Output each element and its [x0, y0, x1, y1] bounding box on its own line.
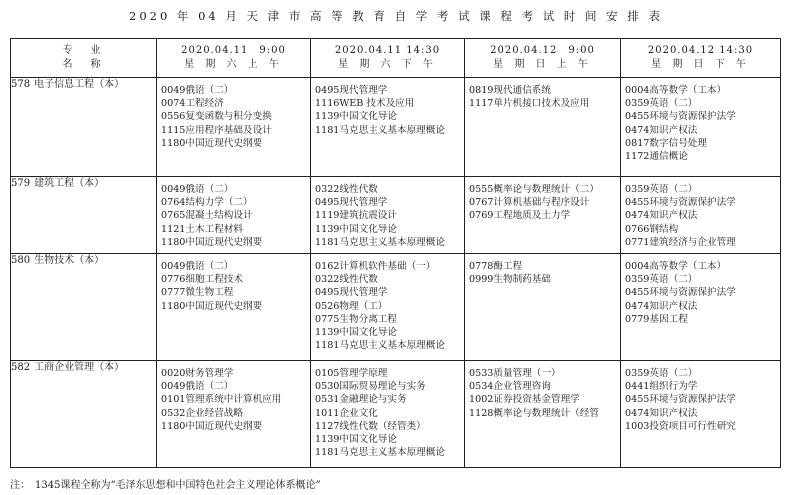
course-list	[621, 177, 780, 249]
course-item: 1139中国文化导论	[315, 111, 397, 123]
major-cell	[11, 254, 157, 361]
course-item: 1172通信概论	[625, 151, 688, 163]
course-item: 0105管理学原理	[315, 368, 388, 379]
course-item: 1180中国近现代史纲要	[161, 137, 263, 149]
course-item: 0819现代通信系统	[469, 85, 551, 96]
footnote: 注： 1345课程全称为“毛泽东思想和中国特色社会主义理论体系概论”	[10, 480, 321, 491]
course-item: 1011企业文化	[315, 407, 378, 419]
course-item: 0455环境与资源保护法学	[625, 394, 736, 406]
course-cell	[157, 177, 311, 254]
major-name: 电子信息工程（本）	[34, 79, 125, 90]
course-item: 1181马克思主义基本原理概论	[315, 124, 445, 136]
course-item: 0771建筑经济与企业管理	[625, 236, 736, 248]
page-title: 2020 年 04 月 天 津 市 高 等 教 育 自 学 考 试 课 程 考 试 时 间 安 排 表	[129, 9, 663, 23]
course-item: 0776细胞工程技术	[161, 274, 243, 286]
course-item: 1117单片机接口技术及应用	[469, 98, 590, 110]
course-item: 0764结构力学（二）	[161, 197, 253, 209]
course-item: 0359英语（二）	[625, 368, 698, 379]
header-row	[11, 39, 781, 78]
course-item: 1003投资项目可行性研究	[625, 420, 736, 432]
course-cell	[311, 78, 465, 177]
course-item: 1121土木工程材料	[161, 223, 243, 235]
course-item: 0359英语（二）	[625, 274, 698, 286]
course-list	[311, 78, 464, 137]
major-name: 工商企业管理（本）	[34, 362, 125, 373]
course-item: 0767计算机基础与程序设计	[469, 197, 590, 209]
course-item: 1139中国文化导论	[315, 327, 397, 339]
course-cell	[621, 361, 781, 468]
course-item: 0779基因工程	[625, 313, 688, 325]
course-item: 1180中国近现代史纲要	[161, 236, 263, 248]
course-list	[621, 78, 780, 163]
course-item: 0441组织行为学	[625, 381, 698, 393]
header-major-line1: 专 业	[62, 45, 105, 56]
course-item: 1127线性代数（经管类）	[315, 420, 426, 432]
slot-date: 2020.04.12 9:00	[490, 45, 595, 56]
course-item: 0322线性代数	[315, 184, 378, 195]
course-item: 0495现代管理学	[315, 85, 388, 96]
course-item: 0474知识产权法	[625, 407, 698, 419]
major-cell	[11, 78, 157, 177]
table-row	[11, 254, 781, 361]
course-list	[311, 177, 464, 249]
course-item: 0778酶工程	[469, 261, 523, 272]
course-item: 1139中国文化导论	[315, 434, 397, 446]
course-cell	[621, 254, 781, 361]
course-list	[465, 177, 620, 223]
course-list	[465, 78, 620, 110]
course-item: 0999生物制药基础	[469, 274, 551, 286]
course-item: 0004高等数学（工本）	[625, 85, 727, 96]
course-item: 0322线性代数	[315, 274, 378, 286]
course-item: 0359英语（二）	[625, 98, 698, 110]
course-item: 1181马克思主义基本原理概论	[315, 447, 445, 459]
course-item: 0534企业管理咨询	[469, 381, 551, 393]
course-item: 1139中国文化导论	[315, 223, 397, 235]
course-list	[157, 78, 310, 150]
course-cell	[621, 78, 781, 177]
course-list	[157, 177, 310, 249]
course-item: 0101管理系统中计算机应用	[161, 394, 282, 406]
course-item: 1128概率论与数理统计（经管	[469, 407, 599, 419]
major-code: 582	[11, 362, 31, 373]
course-item: 0533质量管理（一）	[469, 368, 561, 379]
slot-date: 2020.04.12 14:30	[647, 45, 754, 56]
table-row	[11, 177, 781, 254]
table-row	[11, 361, 781, 468]
course-item: 0817数字信号处理	[625, 137, 707, 149]
course-item: 0526物理（工）	[315, 300, 388, 312]
major-name: 建筑工程（本）	[34, 178, 105, 189]
course-item: 0766钢结构	[625, 223, 679, 235]
header-slot-1	[157, 39, 311, 78]
course-item: 0049俄语（二）	[161, 85, 234, 96]
course-item: 0474知识产权法	[625, 300, 698, 312]
course-item: 0775生物分离工程	[315, 313, 397, 325]
major-cell	[11, 361, 157, 468]
course-item: 1180中国近现代史纲要	[161, 300, 263, 312]
course-cell	[465, 78, 621, 177]
course-cell	[465, 361, 621, 468]
course-item: 1181马克思主义基本原理概论	[315, 236, 445, 248]
course-cell	[311, 177, 465, 254]
course-item: 0555概率论与数理统计（二）	[469, 184, 599, 195]
course-cell	[311, 254, 465, 361]
course-cell	[311, 361, 465, 468]
course-cell	[465, 254, 621, 361]
course-list	[311, 361, 464, 459]
course-cell	[621, 177, 781, 254]
course-item: 1116WEB 技术及应用	[315, 98, 415, 110]
course-item: 0049俄语（二）	[161, 381, 234, 393]
header-major	[11, 39, 157, 78]
course-item: 0765混凝土结构设计	[161, 210, 253, 222]
major-cell	[11, 177, 157, 254]
course-list	[311, 254, 464, 352]
course-list	[465, 361, 620, 420]
course-cell	[157, 254, 311, 361]
header-major-line2: 名 称	[62, 59, 105, 70]
course-item: 1002证券投资基金管理学	[469, 394, 580, 406]
course-item: 0162计算机软件基础（一）	[315, 261, 436, 272]
course-item: 0359英语（二）	[625, 184, 698, 195]
course-item: 0049俄语（二）	[161, 184, 234, 195]
course-list	[465, 254, 620, 286]
exam-schedule-table	[10, 38, 781, 468]
course-item: 0556复变函数与积分变换	[161, 111, 272, 123]
course-item: 0474知识产权法	[625, 124, 698, 136]
slot-session: 星 期 日 上 午	[493, 59, 592, 70]
course-item: 0495现代管理学	[315, 197, 388, 209]
course-item: 0530国际贸易理论与实务	[315, 381, 426, 393]
header-slot-2	[311, 39, 465, 78]
course-item: 0455环境与资源保护法学	[625, 287, 736, 299]
course-item: 0474知识产权法	[625, 210, 698, 222]
course-item: 1181马克思主义基本原理概论	[315, 340, 445, 352]
course-item: 0455环境与资源保护法学	[625, 111, 736, 123]
course-item: 0769工程地质及土力学	[469, 210, 571, 222]
course-list	[157, 361, 310, 433]
major-code: 580	[11, 255, 31, 266]
course-cell	[465, 177, 621, 254]
course-item: 1180中国近现代史纲要	[161, 420, 263, 432]
course-item: 1115应用程序基础及设计	[161, 124, 272, 136]
slot-date: 2020.04.11 9:00	[181, 45, 286, 56]
course-item: 0495现代管理学	[315, 287, 388, 299]
course-item: 0531金融理论与实务	[315, 394, 407, 406]
course-item: 0777微生物工程	[161, 287, 234, 299]
course-item: 0020财务管理学	[161, 368, 234, 379]
major-code: 578	[11, 79, 31, 90]
course-list	[621, 361, 780, 433]
header-slot-3	[465, 39, 621, 78]
course-list	[157, 254, 310, 313]
course-item: 0004高等数学（工本）	[625, 261, 727, 272]
major-name: 生物技术（本）	[34, 255, 105, 266]
course-cell	[157, 78, 311, 177]
course-list	[621, 254, 780, 326]
slot-date: 2020.04.11 14:30	[334, 45, 441, 56]
course-item: 0455环境与资源保护法学	[625, 197, 736, 209]
table-row	[11, 78, 781, 177]
header-slot-4	[621, 39, 781, 78]
course-item: 0049俄语（二）	[161, 261, 234, 272]
major-code: 579	[11, 178, 31, 189]
course-cell	[157, 361, 311, 468]
course-item: 0074工程经济	[161, 98, 224, 110]
course-item: 0532企业经营战略	[161, 407, 243, 419]
slot-session: 星 期 日 下 午	[651, 59, 750, 70]
course-item: 1119建筑抗震设计	[315, 210, 397, 222]
slot-session: 星 期 六 上 午	[184, 59, 283, 70]
slot-session: 星 期 六 下 午	[338, 59, 437, 70]
